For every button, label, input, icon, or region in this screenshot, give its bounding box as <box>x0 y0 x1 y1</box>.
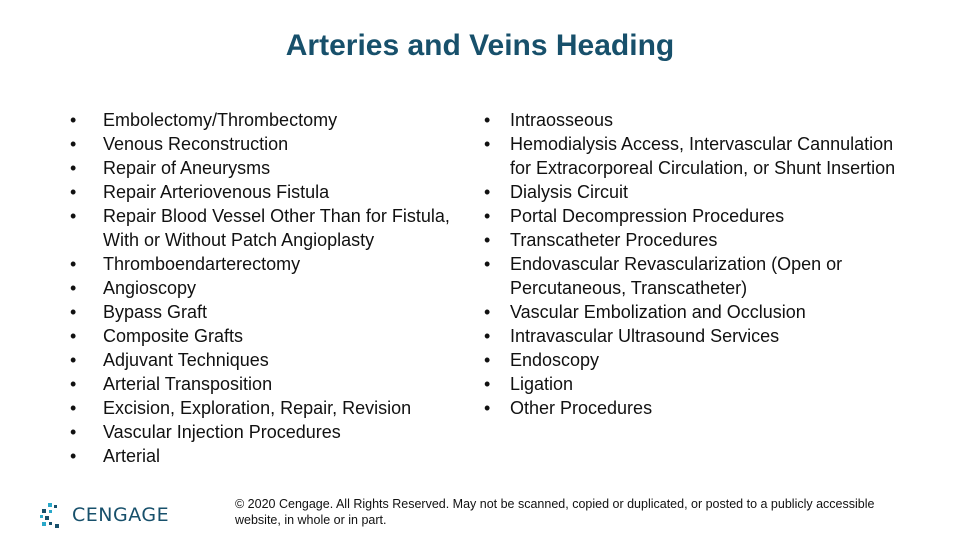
list-item: • Vascular Injection Procedures <box>70 420 450 444</box>
list-item: • Adjuvant Techniques <box>70 348 450 372</box>
logo-wordmark: CENGAGE <box>72 504 170 526</box>
left-bullet-list <box>70 108 450 468</box>
list-item: • Vascular Embolization and Occlusion <box>484 300 904 324</box>
list-item: • Portal Decompression Procedures <box>484 204 904 228</box>
list-item: • Bypass Graft <box>70 300 450 324</box>
list-item: • Ligation <box>484 372 904 396</box>
list-item: • Embolectomy/Thrombectomy <box>70 108 450 132</box>
list-item: • Repair Arteriovenous Fistula <box>70 180 450 204</box>
slide-title: Arteries and Veins Heading <box>285 29 675 62</box>
list-item: • Transcatheter Procedures <box>484 228 904 252</box>
cengage-logo-icon <box>38 501 66 529</box>
list-item: • Repair of Aneurysms <box>70 156 450 180</box>
list-item: • Intraosseous <box>484 108 904 132</box>
list-item: • Thromboendarterectomy <box>70 252 450 276</box>
copyright-notice: © 2020 Cengage. All Rights Reserved. May not be scanned, copied or duplicated, or posted to a publicly accessible website, in whole or in part. <box>235 497 875 527</box>
list-item: • Intravascular Ultrasound Services <box>484 324 904 348</box>
list-item: • Arterial <box>70 444 450 468</box>
list-item: • Other Procedures <box>484 396 904 420</box>
list-item: • Endoscopy <box>484 348 904 372</box>
list-item: • Hemodialysis Access, Intervascular Cannulation for Extracorporeal Circulation, or Shunt Insertion <box>484 132 904 180</box>
list-item: • Venous Reconstruction <box>70 132 450 156</box>
list-item: • Endovascular Revascularization (Open or Percutaneous, Transcatheter) <box>484 252 904 300</box>
list-item: • Repair Blood Vessel Other Than for Fistula, With or Without Patch Angioplasty <box>70 204 450 252</box>
list-item: • Angioscopy <box>70 276 450 300</box>
list-item: • Excision, Exploration, Repair, Revision <box>70 396 450 420</box>
list-item: • Composite Grafts <box>70 324 450 348</box>
right-bullet-list <box>484 108 904 420</box>
cengage-logo <box>38 500 169 530</box>
list-item: • Arterial Transposition <box>70 372 450 396</box>
list-item: • Dialysis Circuit <box>484 180 904 204</box>
